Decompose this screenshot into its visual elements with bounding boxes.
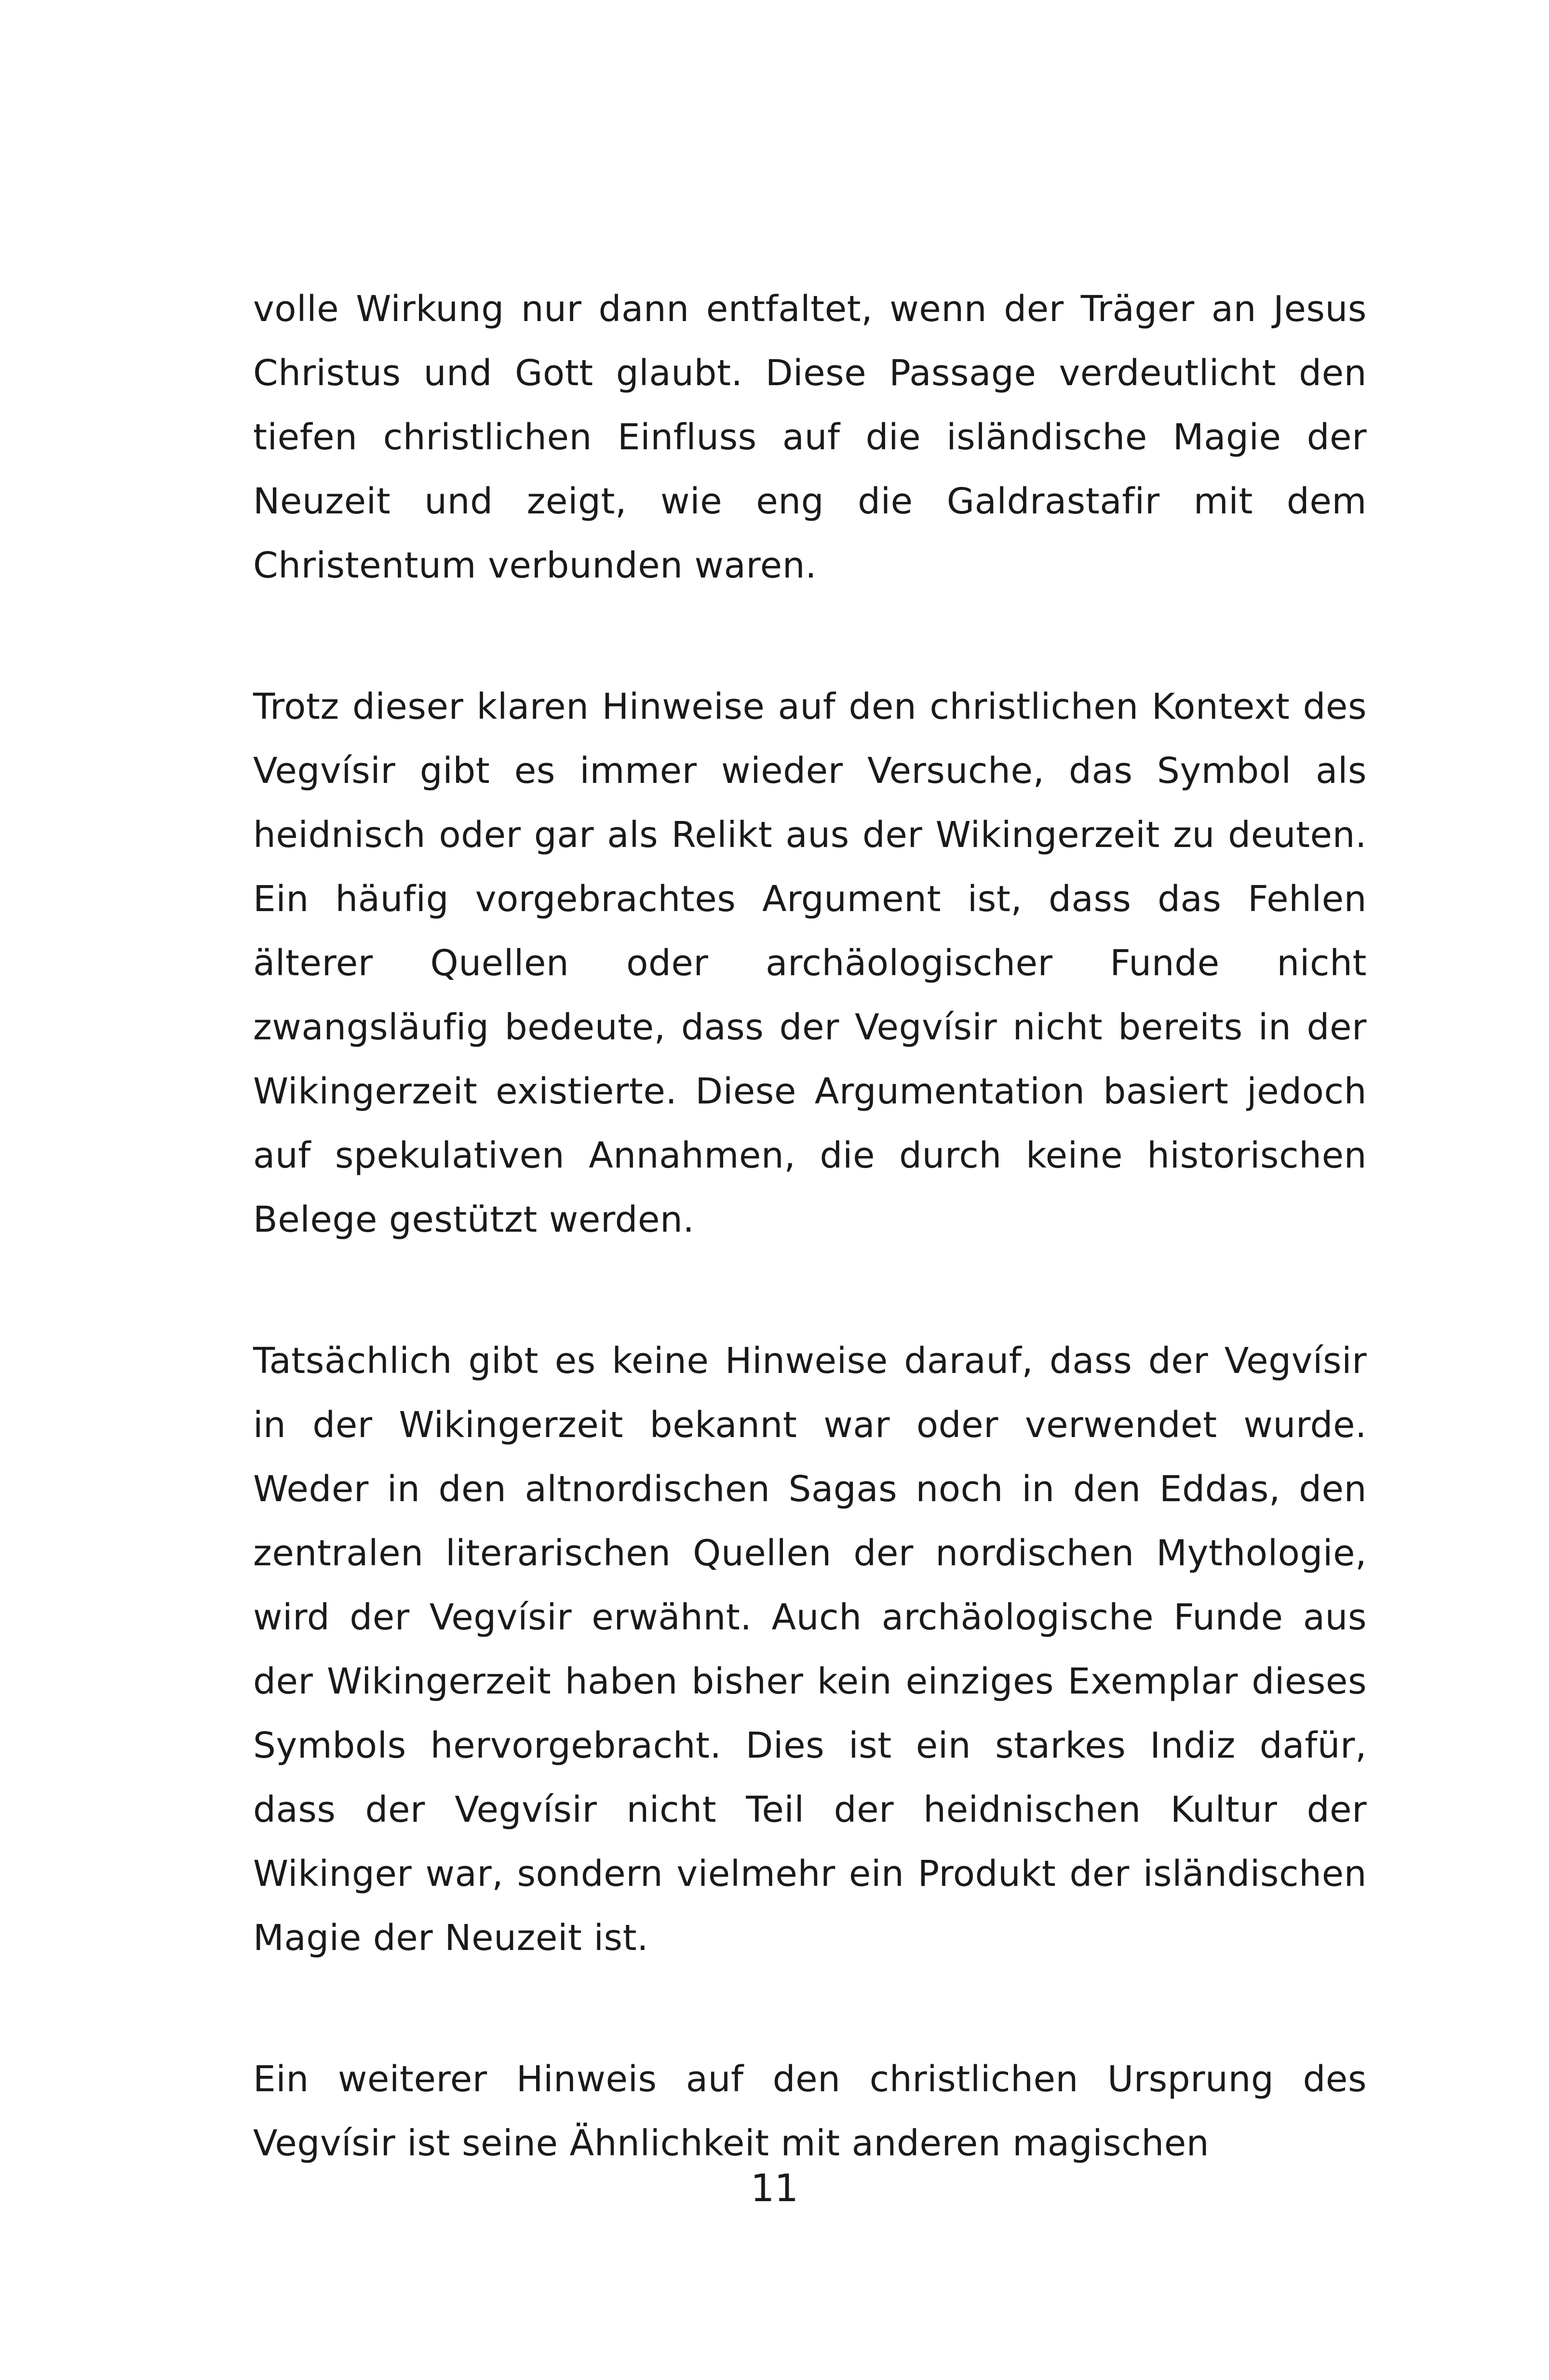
paragraph-2: Trotz dieser klaren Hinweise auf den christlichen Kontext des Vegvísir gibt es immer wieder Versuche, das Symbol als heidnisch oder gar als Relikt aus der Wikingerzeit zu deuten. Ein häufig vorgebrachtes Argument ist, dass das Fehlen älterer Quellen oder archäologischer Funde nicht zwangsläufig bedeute, dass der Vegvísir nicht bereits in der Wikingerzeit existierte. Diese Argumentation basiert jedoch auf spekulativen Annahmen, die durch keine historischen Belege gestützt werden. — [253, 686, 1367, 1240]
page-number: 11 — [750, 2167, 799, 2210]
body-text — [253, 277, 1367, 2253]
paragraph-1: volle Wirkung nur dann entfaltet, wenn der Träger an Jesus Christus und Gott glaubt. Diese Passage verdeutlicht den tiefen christlichen Einfluss auf die isländische Magie der Neuzeit und zeigt, wie eng die Galdrastafir mit dem Christentum verbunden waren. — [253, 288, 1367, 586]
paragraph-3: Tatsächlich gibt es keine Hinweise darauf, dass der Vegvísir in der Wikingerzeit bekannt war oder verwendet wurde. Weder in den altnordischen Sagas noch in den Eddas, den zentralen literarischen Quellen der nordischen Mythologie, wird der Vegvísir erwähnt. Auch archäologische Funde aus der Wikingerzeit haben bisher kein einziges Exemplar dieses Symbols hervorgebracht. Dies ist ein starkes Indiz dafür, dass der Vegvísir nicht Teil der heidnischen Kultur der Wikinger war, sondern vielmehr ein Produkt der isländischen Magie der Neuzeit ist. — [253, 1340, 1367, 1959]
paragraph-4: Ein weiterer Hinweis auf den christlichen Ursprung des Vegvísir ist seine Ähnlichkeit mit anderen magischen — [253, 2058, 1367, 2164]
